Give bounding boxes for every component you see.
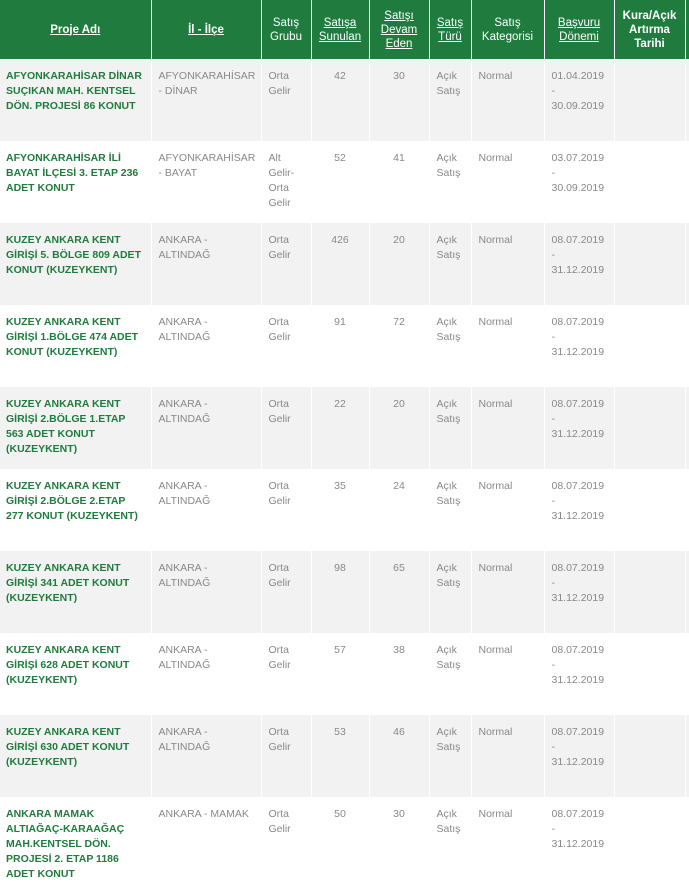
sort-proje-adi-link[interactable]: Proje Adı: [50, 23, 101, 36]
location-cell: ANKARA - ALTINDAĞ: [151, 633, 261, 715]
location-cell: AFYONKARAHİSAR - DİNAR: [151, 59, 261, 141]
project-name-link[interactable]: KUZEY ANKARA KENT GİRİŞİ 341 ADET KONUT (KUZEYKENT): [0, 551, 151, 633]
header-satis-kategorisi: Satış Kategorisi: [471, 0, 544, 59]
location-cell: ANKARA - ALTINDAĞ: [151, 469, 261, 551]
sales-type-cell: Açık Satış: [429, 633, 471, 715]
draw-date-cell: [614, 715, 685, 797]
extra-cell: [685, 305, 689, 387]
sales-group-cell: Alt Gelir-Orta Gelir: [261, 141, 311, 223]
location-cell: ANKARA - ALTINDAĞ: [151, 715, 261, 797]
application-period-cell: 08.07.2019 - 31.12.2019: [544, 469, 614, 551]
table-row: [0, 469, 689, 551]
sales-category-cell: Normal: [471, 715, 544, 797]
sales-category-cell: Normal: [471, 469, 544, 551]
draw-date-cell: [614, 551, 685, 633]
location-cell: ANKARA - ALTINDAĞ: [151, 387, 261, 469]
ongoing-count-cell: 24: [369, 469, 429, 551]
offered-count-cell: 91: [311, 305, 369, 387]
draw-date-cell: [614, 223, 685, 305]
table-row: [0, 797, 689, 883]
sales-group-cell: Orta Gelir: [261, 469, 311, 551]
header-satisi-devam-eden[interactable]: [369, 0, 429, 59]
ongoing-count-cell: 41: [369, 141, 429, 223]
location-cell: ANKARA - ALTINDAĞ: [151, 223, 261, 305]
application-period-cell: 03.07.2019 - 30.09.2019: [544, 141, 614, 223]
offered-count-cell: 57: [311, 633, 369, 715]
table-row: [0, 633, 689, 715]
ongoing-count-cell: 30: [369, 797, 429, 883]
application-period-cell: 08.07.2019 - 31.12.2019: [544, 797, 614, 883]
header-basvuru-donemi[interactable]: [544, 0, 614, 59]
draw-date-cell: [614, 387, 685, 469]
application-period-cell: 08.07.2019 - 31.12.2019: [544, 305, 614, 387]
sales-group-cell: Orta Gelir: [261, 633, 311, 715]
application-period-cell: 01.04.2019 - 30.09.2019: [544, 59, 614, 141]
sales-category-cell: Normal: [471, 551, 544, 633]
extra-cell: [685, 141, 689, 223]
location-cell: ANKARA - ALTINDAĞ: [151, 551, 261, 633]
table-row: [0, 141, 689, 223]
table-body: [0, 59, 689, 883]
table-row: [0, 305, 689, 387]
sales-category-cell: Normal: [471, 387, 544, 469]
sales-group-cell: Orta Gelir: [261, 387, 311, 469]
header-satisa-sunulan[interactable]: [311, 0, 369, 59]
project-name-link[interactable]: KUZEY ANKARA KENT GİRİŞİ 2.BÖLGE 1.ETAP 563 ADET KONUT (KUZEYKENT): [0, 387, 151, 469]
application-period-cell: 08.07.2019 - 31.12.2019: [544, 715, 614, 797]
draw-date-cell: [614, 469, 685, 551]
table-row: [0, 223, 689, 305]
sales-type-cell: Açık Satış: [429, 797, 471, 883]
sales-group-cell: Orta Gelir: [261, 223, 311, 305]
table-row: [0, 551, 689, 633]
sales-type-cell: Açık Satış: [429, 551, 471, 633]
offered-count-cell: 35: [311, 469, 369, 551]
sales-group-cell: Orta Gelir: [261, 715, 311, 797]
ongoing-count-cell: 20: [369, 223, 429, 305]
offered-count-cell: 22: [311, 387, 369, 469]
draw-date-cell: [614, 305, 685, 387]
extra-cell: [685, 715, 689, 797]
draw-date-cell: [614, 797, 685, 883]
sales-type-cell: Açık Satış: [429, 141, 471, 223]
sales-category-cell: Normal: [471, 59, 544, 141]
offered-count-cell: 52: [311, 141, 369, 223]
ongoing-count-cell: 30: [369, 59, 429, 141]
sales-group-cell: Orta Gelir: [261, 59, 311, 141]
table-row: [0, 59, 689, 141]
sales-group-cell: Orta Gelir: [261, 797, 311, 883]
header-satis-turu[interactable]: [429, 0, 471, 59]
project-name-link[interactable]: KUZEY ANKARA KENT GİRİŞİ 5. BÖLGE 809 ADET KONUT (KUZEYKENT): [0, 223, 151, 305]
header-il-ilce[interactable]: [151, 0, 261, 59]
application-period-cell: 08.07.2019 - 31.12.2019: [544, 223, 614, 305]
extra-cell: [685, 387, 689, 469]
offered-count-cell: 50: [311, 797, 369, 883]
sort-il-ilce-link[interactable]: İl - İlçe: [188, 23, 224, 36]
offered-count-cell: 42: [311, 59, 369, 141]
ongoing-count-cell: 65: [369, 551, 429, 633]
offered-count-cell: 53: [311, 715, 369, 797]
sort-satisa-sunulan-link[interactable]: Satışa Sunulan: [318, 16, 362, 43]
project-name-link[interactable]: KUZEY ANKARA KENT GİRİŞİ 630 ADET KONUT (KUZEYKENT): [0, 715, 151, 797]
project-name-link[interactable]: KUZEY ANKARA KENT GİRİŞİ 2.BÖLGE 2.ETAP 277 KONUT (KUZEYKENT): [0, 469, 151, 551]
project-name-link[interactable]: KUZEY ANKARA KENT GİRİŞİ 628 ADET KONUT (KUZEYKENT): [0, 633, 151, 715]
header-extra: [685, 0, 689, 59]
sales-group-cell: Orta Gelir: [261, 305, 311, 387]
project-name-link[interactable]: AFYONKARAHİSAR DİNAR SUÇIKAN MAH. KENTSEL DÖN. PROJESİ 86 KONUT: [0, 59, 151, 141]
draw-date-cell: [614, 59, 685, 141]
sales-type-cell: Açık Satış: [429, 469, 471, 551]
ongoing-count-cell: 46: [369, 715, 429, 797]
application-period-cell: 08.07.2019 - 31.12.2019: [544, 633, 614, 715]
sales-type-cell: Açık Satış: [429, 223, 471, 305]
project-name-link[interactable]: AFYONKARAHİSAR İLİ BAYAT İLÇESİ 3. ETAP 236 ADET KONUT: [0, 141, 151, 223]
extra-cell: [685, 797, 689, 883]
sort-satis-turu-link[interactable]: Satış Türü: [436, 16, 464, 43]
sort-basvuru-donemi-link[interactable]: Başvuru Dönemi: [557, 16, 601, 43]
project-name-link[interactable]: ANKARA MAMAK ALTIAĞAÇ-KARAAĞAÇ MAH.KENTSEL DÖN. PROJESİ 2. ETAP 1186 ADET KONUT: [0, 797, 151, 883]
sales-category-cell: Normal: [471, 223, 544, 305]
sales-type-cell: Açık Satış: [429, 387, 471, 469]
extra-cell: [685, 469, 689, 551]
location-cell: AFYONKARAHİSAR - BAYAT: [151, 141, 261, 223]
sales-category-cell: Normal: [471, 797, 544, 883]
sort-satisi-devam-eden-link[interactable]: Satışı Devam Eden: [380, 9, 418, 50]
ongoing-count-cell: 20: [369, 387, 429, 469]
offered-count-cell: 426: [311, 223, 369, 305]
sales-category-cell: Normal: [471, 305, 544, 387]
table-row: [0, 387, 689, 469]
sales-group-cell: Orta Gelir: [261, 551, 311, 633]
offered-count-cell: 98: [311, 551, 369, 633]
location-cell: ANKARA - MAMAK: [151, 797, 261, 883]
ongoing-count-cell: 38: [369, 633, 429, 715]
sales-type-cell: Açık Satış: [429, 59, 471, 141]
sales-type-cell: Açık Satış: [429, 305, 471, 387]
sales-type-cell: Açık Satış: [429, 715, 471, 797]
extra-cell: [685, 633, 689, 715]
draw-date-cell: [614, 141, 685, 223]
header-satis-grubu: Satış Grubu: [261, 0, 311, 59]
sales-category-cell: Normal: [471, 633, 544, 715]
extra-cell: [685, 59, 689, 141]
location-cell: ANKARA - ALTINDAĞ: [151, 305, 261, 387]
sales-category-cell: Normal: [471, 141, 544, 223]
header-kura-tarihi: Kura/Açık Artırma Tarihi: [614, 0, 685, 59]
extra-cell: [685, 551, 689, 633]
header-proje-adi[interactable]: [0, 0, 151, 59]
draw-date-cell: [614, 633, 685, 715]
table-row: [0, 715, 689, 797]
application-period-cell: 08.07.2019 - 31.12.2019: [544, 551, 614, 633]
project-name-link[interactable]: KUZEY ANKARA KENT GİRİŞİ 1.BÖLGE 474 ADET KONUT (KUZEYKENT): [0, 305, 151, 387]
extra-cell: [685, 223, 689, 305]
application-period-cell: 08.07.2019 - 31.12.2019: [544, 387, 614, 469]
ongoing-count-cell: 72: [369, 305, 429, 387]
table-header-row: [0, 0, 689, 59]
